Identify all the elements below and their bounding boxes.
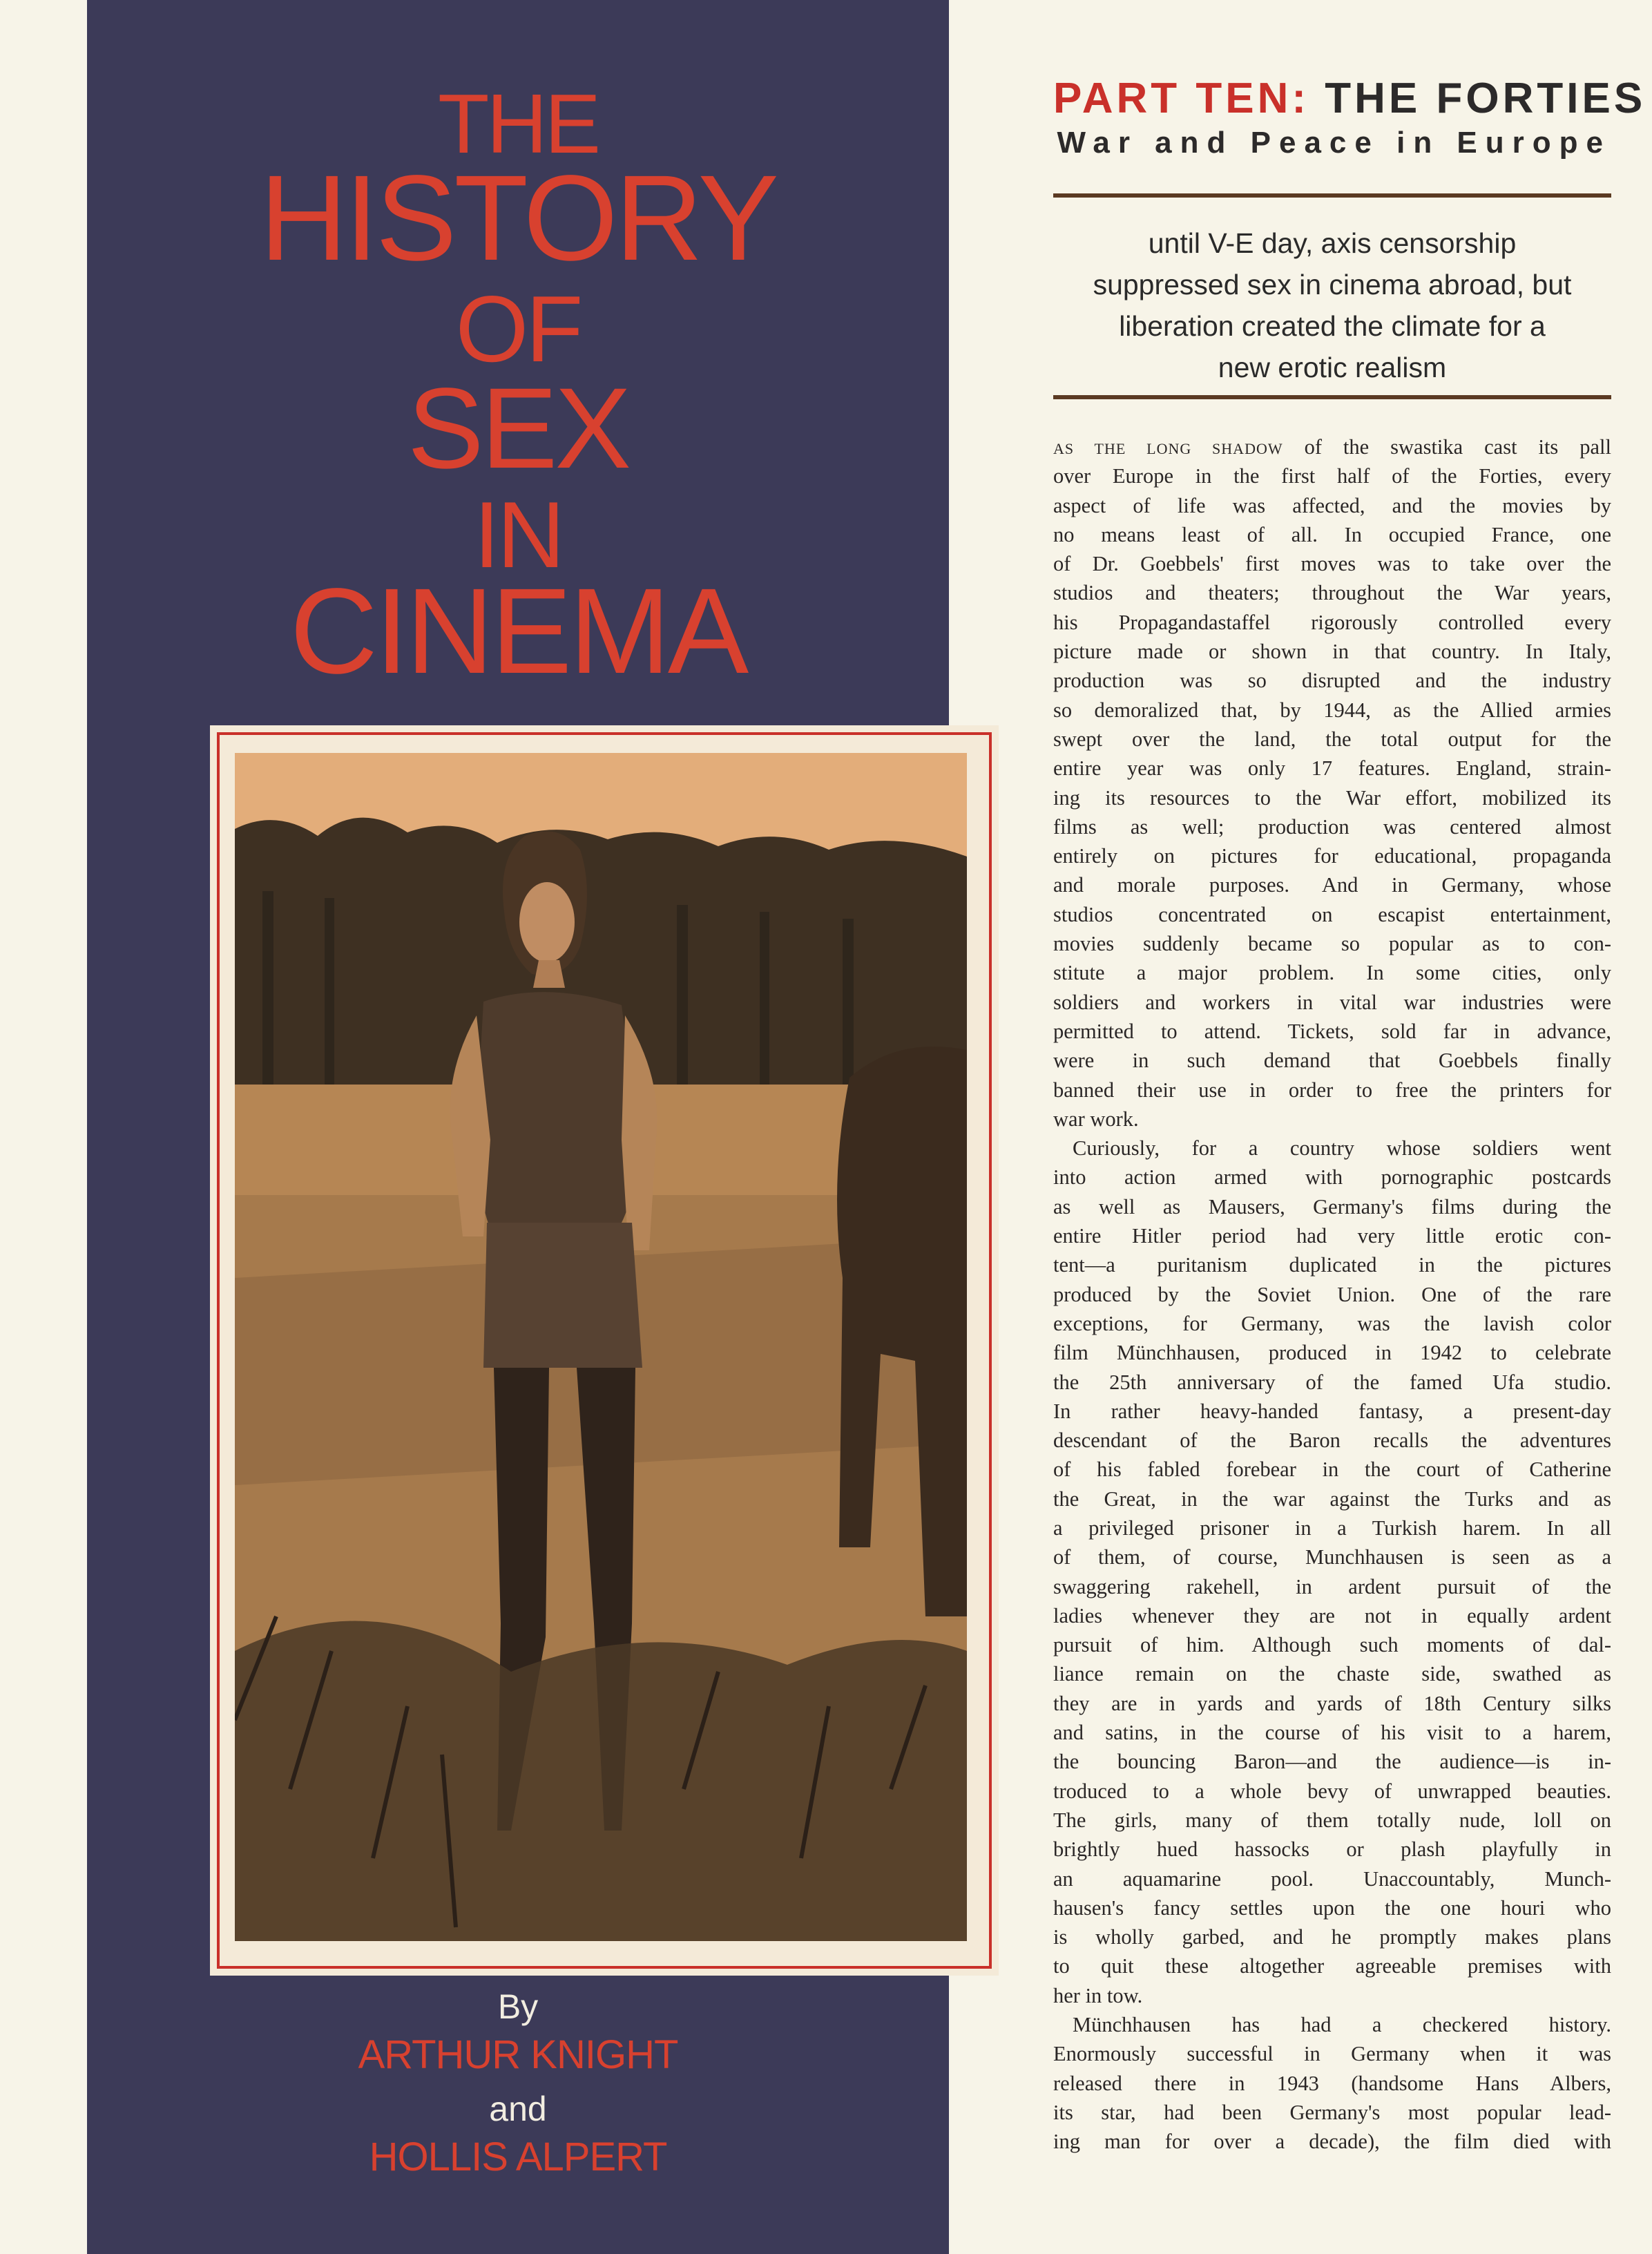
article-line: studios concentrated on escapist entertainment, <box>1053 902 1611 926</box>
byline-and: and <box>489 2090 547 2128</box>
article-line: liance remain on the chaste side, swathed as <box>1053 1662 1611 1686</box>
article-line: entirely on pictures for educational, propaganda <box>1053 844 1611 868</box>
film-still-illustration <box>235 753 967 1941</box>
article-line: so demoralized that, by 1944, as the Allied armies <box>1053 698 1611 722</box>
article-line: movies suddenly became so popular as to con- <box>1053 932 1611 956</box>
article-line: films as well; production was centered almost <box>1053 814 1611 839</box>
article-line: stitute a major problem. In some cities, only <box>1053 961 1611 985</box>
byline-by: By <box>497 1987 539 2026</box>
article-line: of his fabled forebear in the court of Catherine <box>1053 1458 1611 1482</box>
byline-author-2: HOLLIS ALPERT <box>369 2134 667 2179</box>
article-deck <box>1053 222 1611 388</box>
article-line: hausen's fancy settles upon the one houri who <box>1053 1895 1611 1920</box>
article-line: studios and theaters; throughout the War years, <box>1053 581 1611 605</box>
article-line: into action armed with pornographic postcards <box>1053 1165 1611 1190</box>
article-line: banned their use in order to free the printers for <box>1053 1078 1611 1102</box>
article-line: were in such demand that Goebbels finally <box>1053 1049 1611 1073</box>
article-line: produced by the Soviet Union. One of the rare <box>1053 1282 1611 1306</box>
article-line: troduced to a whole bevy of unwrapped beauties. <box>1053 1779 1611 1803</box>
deck-line: suppressed sex in cinema abroad, but <box>1093 269 1572 300</box>
article-line: no means least of all. In occupied France, one <box>1053 522 1611 546</box>
title-line-in: IN <box>474 482 562 587</box>
article-line: a privileged prisoner in a Turkish harem. In all <box>1053 1516 1611 1540</box>
article-line: released there in 1943 (handsome Hans Albers, <box>1053 2071 1611 2095</box>
title-line-sex: SEX <box>407 365 629 493</box>
byline-author-1: ARTHUR KNIGHT <box>358 2032 678 2077</box>
article-line: its star, had been Germany's most popular lead- <box>1053 2100 1611 2124</box>
article-line: Münchhausen has had a checkered history. <box>1073 2013 1611 2037</box>
title-line-of: OF <box>455 276 581 381</box>
article-body <box>1053 432 1611 2157</box>
article-line: brightly hued hassocks or plash playfully in <box>1053 1837 1611 1862</box>
part-title: THE FORTIES <box>1325 75 1646 122</box>
article-line: ing man for over a decade), the film died with <box>1053 2130 1611 2154</box>
article-line: pursuit of him. Although such moments of dal- <box>1053 1633 1611 1657</box>
article-line: war work. <box>1053 1107 1139 1131</box>
article-line: the Great, in the war against the Turks and as <box>1053 1487 1611 1511</box>
title-line-history: HISTORY <box>260 151 776 286</box>
article-line: to quit these altogether agreeable premises with <box>1053 1954 1611 1978</box>
article-line: is wholly garbed, and he promptly makes plans <box>1053 1925 1611 1949</box>
article-line: descendant of the Baron recalls the adventures <box>1053 1429 1611 1453</box>
lead-in: AS THE LONG SHADOW <box>1053 440 1283 457</box>
part-label: PART TEN: <box>1053 75 1310 122</box>
article-line: exceptions, for Germany, was the lavish color <box>1053 1311 1611 1335</box>
article-line: an aquamarine pool. Unaccountably, Munch- <box>1053 1866 1611 1891</box>
article-line-0: AS THE LONG SHADOW of the swastika cast its pall <box>1053 435 1611 459</box>
article-line: The girls, many of them totally nude, loll on <box>1053 1808 1611 1832</box>
part-subtitle: War and Peace in Europe <box>1057 126 1611 160</box>
article-line: the bouncing Baron—and the audience—is in- <box>1053 1750 1611 1774</box>
photo-frame <box>210 725 999 1976</box>
deck-line: new erotic realism <box>1218 352 1447 383</box>
article-line: ing its resources to the War effort, mobilized its <box>1053 785 1611 810</box>
article-line: In rather heavy-handed fantasy, a present-day <box>1053 1399 1611 1423</box>
article-line: film Münchhausen, produced in 1942 to celebrate <box>1053 1341 1611 1365</box>
deck-line: until V-E day, axis censorship <box>1148 227 1517 259</box>
article-line: swept over the land, the total output for the <box>1053 727 1611 751</box>
article-line: entire year was only 17 features. England, strain- <box>1053 756 1611 781</box>
article-line: of Dr. Goebbels' first moves was to take over the <box>1053 552 1611 576</box>
article-line: production was so disrupted and the industry <box>1053 669 1611 693</box>
article-line: aspect of life was affected, and the movies by <box>1053 493 1611 517</box>
article-line: picture made or shown in that country. In Italy, <box>1053 640 1611 664</box>
deck-line: liberation created the climate for a <box>1119 310 1546 342</box>
article-line: swaggering rakehell, in ardent pursuit of the <box>1053 1574 1611 1598</box>
title-panel <box>87 0 949 2254</box>
article-line: of them, of course, Munchhausen is seen as a <box>1053 1545 1611 1569</box>
article-line: permitted to attend. Tickets, sold far in advance, <box>1053 1019 1611 1043</box>
article-line: as well as Mausers, Germany's films during the <box>1053 1194 1611 1219</box>
article-line: soldiers and workers in vital war industries were <box>1053 990 1611 1014</box>
article-line: over Europe in the first half of the Forties, every <box>1053 464 1611 488</box>
article-line: Enormously successful in Germany when it was <box>1053 2042 1611 2066</box>
article-line: they are in yards and yards of 18th Century silks <box>1053 1691 1611 1715</box>
title-line-cinema: CINEMA <box>289 564 747 699</box>
top-divider <box>1053 193 1611 198</box>
article-line: entire Hitler period had very little erotic con- <box>1053 1224 1611 1248</box>
article-line: tent—a puritanism duplicated in the pictures <box>1053 1253 1611 1277</box>
article-line: ladies whenever they are not in equally ardent <box>1053 1603 1611 1627</box>
article-line: and satins, in the course of his visit to a harem, <box>1053 1721 1611 1745</box>
article-line: and morale purposes. And in Germany, whose <box>1053 873 1611 897</box>
title-line-the: THE <box>438 77 598 171</box>
film-still-photo <box>235 753 967 1941</box>
article-line: Curiously, for a country whose soldiers went <box>1073 1136 1611 1161</box>
part-heading <box>1053 75 1646 122</box>
article-line: her in tow. <box>1053 1983 1143 2007</box>
article-line: his Propagandastaffel rigorously controlled every <box>1053 610 1611 634</box>
article-line: the 25th anniversary of the famed Ufa studio. <box>1053 1370 1611 1394</box>
bottom-divider <box>1053 395 1611 399</box>
